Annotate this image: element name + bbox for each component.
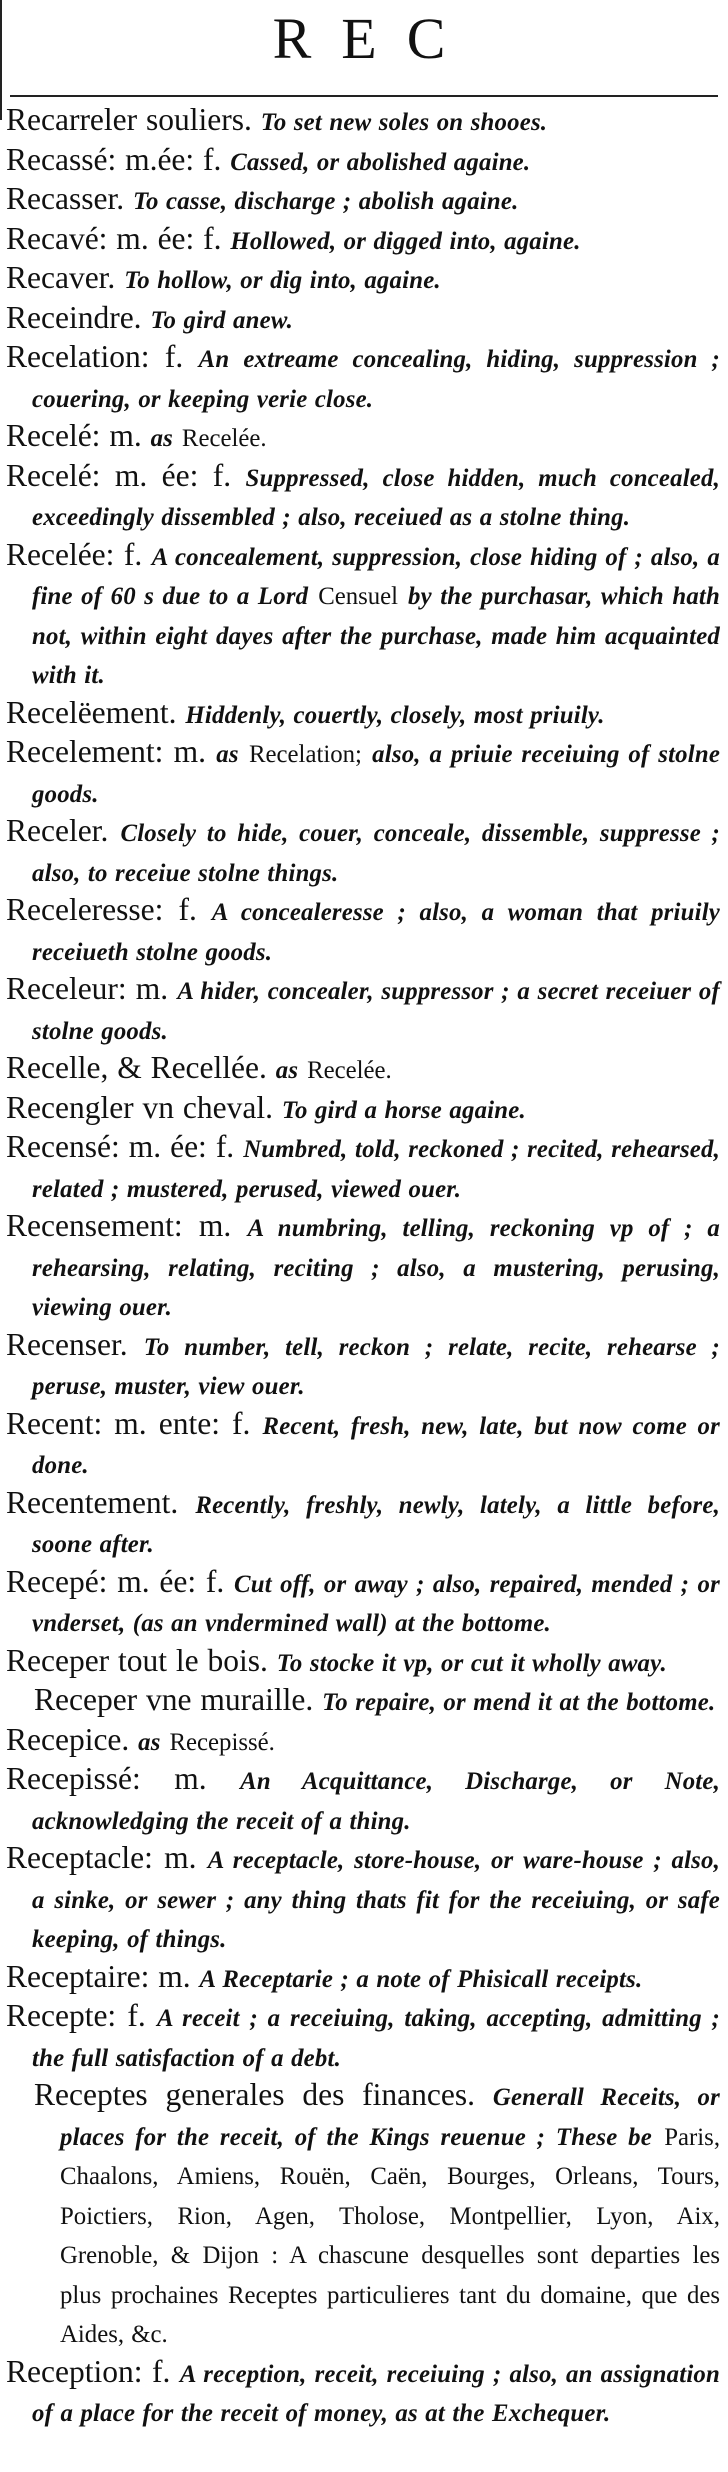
definition: To gird anew.	[150, 306, 294, 334]
definition-continued: by the purchasar, which hath not, within eight dayes after the purchase, made him acquainted with it.	[32, 583, 721, 689]
headword: Recepice.	[6, 1721, 130, 1757]
sub-entry	[6, 2077, 720, 2354]
dictionary-entry	[6, 1050, 720, 1090]
dictionary-entry	[6, 1998, 720, 2077]
headword: Receleresse: f.	[6, 892, 197, 927]
dictionary-entry	[6, 1564, 720, 1643]
definition: Hollowed, or digged into, againe.	[230, 227, 581, 255]
dictionary-entry	[6, 102, 720, 142]
definition: An extreame concealing, hiding, suppression ; couering, or keeping verie close.	[32, 346, 720, 413]
dictionary-entry	[6, 813, 720, 892]
definition: Suppressed, close hidden, much concealed, exceedingly dissembled ; also, receiued as a stolne thing.	[32, 464, 720, 531]
headword: Recengler vn cheval.	[6, 1089, 273, 1125]
definition: To gird a horse againe.	[281, 1096, 526, 1124]
roman-text: Censuel	[318, 583, 399, 610]
roman-text: Recepissé.	[169, 1728, 275, 1756]
dictionary-entry	[6, 260, 720, 300]
headword: Recelé: m. ée: f.	[6, 457, 232, 493]
dictionary-entry	[6, 2354, 720, 2433]
dictionary-entry	[6, 1406, 720, 1485]
headword: Recensement: m.	[6, 1208, 232, 1243]
roman-text: Paris, Chaalons, Amiens, Rouën, Caën, Bourges, Orleans, Tours, Poictiers, Rion, Agen, Tholose, Montpellier, Lyon, Aix, Grenoble, & Dijon : A chascune desquelles sont departies les plus prochaines Receptes particulieres tant du domaine, que des Aides, &c.	[60, 2123, 721, 2348]
dictionary-entry	[6, 1761, 720, 1840]
dictionary-entry	[6, 734, 720, 813]
headword: Recelation: f.	[6, 339, 184, 374]
definition: To stocke it vp, or cut it wholly away.	[276, 1649, 667, 1677]
definition: An Acquittance, Discharge, or Note, acknowledging the receit of a thing.	[32, 1768, 720, 1835]
headword: Recepissé: m.	[6, 1761, 207, 1796]
headword: Recensé: m. ée: f.	[6, 1129, 235, 1164]
headword: Recentement.	[6, 1484, 179, 1520]
definition: To set new soles on shooes.	[260, 109, 548, 136]
headword: Recaver.	[6, 260, 116, 295]
headword: Receper vne muraille.	[34, 1682, 314, 1717]
headword: Recelé: m.	[6, 418, 142, 453]
definition: A reception, receit, receiuing ; also, an assignation of a place for the receit of money, as at the Exchequer.	[32, 2360, 721, 2427]
definition: Cassed, or abolished againe.	[230, 148, 531, 176]
definition: Recent, fresh, new, late, but now come or done.	[32, 1412, 720, 1479]
dictionary-entry	[6, 221, 720, 261]
dictionary-entry	[6, 1485, 720, 1564]
headword: Receleur: m.	[6, 971, 169, 1006]
definition: A numbring, telling, reckoning vp of ; a rehearsing, relating, reciting ; also, a mustering, perusing, viewing ouer.	[32, 1215, 720, 1321]
dictionary-entry	[6, 537, 720, 695]
dictionary-entry	[6, 1129, 720, 1208]
definition: Numbred, told, reckoned ; recited, rehearsed, related ; mustered, perused, viewed ouer.	[32, 1136, 721, 1203]
definition: as	[216, 741, 239, 768]
sub-entry	[6, 1682, 720, 1722]
headword: Recelée: f.	[6, 536, 143, 572]
headword: Recavé: m. ée: f.	[6, 220, 222, 256]
headword: Receper tout le bois.	[6, 1642, 268, 1678]
dictionary-entry	[6, 971, 720, 1050]
headword: Recent: m. ente: f.	[6, 1405, 251, 1441]
dictionary-entry	[6, 892, 720, 971]
headword: Receler.	[6, 813, 109, 848]
headword: Receindre.	[6, 299, 142, 335]
definition: To repaire, or mend it at the bottome.	[322, 1689, 716, 1716]
headword: Recenser.	[6, 1326, 128, 1362]
definition: as	[150, 425, 174, 452]
dictionary-entry	[6, 1643, 720, 1683]
definition: A concealement, suppression, close hiding of ; also, a fine of 60 s due to a Lord	[32, 543, 720, 610]
definition: A Receptarie ; a note of Phisicall receipts.	[199, 1965, 643, 1993]
headword: Recelle, & Recellée.	[6, 1050, 267, 1085]
entry-list	[6, 102, 720, 2433]
dictionary-entry	[6, 1722, 720, 1762]
headword: Recepé: m. ée: f.	[6, 1563, 225, 1599]
definition: Closely to hide, couer, conceale, dissemble, suppresse ; also, to receiue stolne things.	[32, 820, 721, 887]
headword: Recassé: m.ée: f.	[6, 141, 222, 177]
headword: Reception: f.	[6, 2353, 171, 2389]
definition: To hollow, or dig into, againe.	[124, 267, 441, 294]
dictionary-entry	[6, 1327, 720, 1406]
roman-text: Recelée.	[307, 1057, 392, 1084]
definition: Recently, freshly, newly, lately, a little before, soone after.	[32, 1491, 720, 1558]
definition: To number, tell, reckon ; relate, recite, rehearse ; peruse, muster, view ouer.	[32, 1333, 721, 1400]
definition: as	[138, 1728, 161, 1756]
roman-text: Recelée.	[181, 425, 267, 452]
dictionary-entry	[6, 1208, 720, 1327]
dictionary-entry	[6, 418, 720, 458]
headword: Recasser.	[6, 181, 125, 216]
definition: A receit ; a receiuing, taking, accepting, admitting ; the full satisfaction of a debt.	[32, 2005, 720, 2072]
dictionary-entry	[6, 339, 720, 418]
headword: Receptes generales des finances.	[34, 2077, 475, 2112]
dictionary-entry	[6, 181, 720, 221]
definition: To casse, discharge ; abolish againe.	[132, 188, 519, 215]
definition-continued: also, a priuie receiuing of stolne goods.	[32, 741, 721, 808]
roman-text: Recelation;	[249, 741, 362, 768]
definition: as	[275, 1057, 299, 1084]
definition: Generall Receits, or places for the receit, of the Kings reuenue ; These be	[60, 2084, 720, 2151]
headword: Receptacle: m.	[6, 1840, 197, 1875]
headword: Recarreler souliers.	[6, 102, 252, 137]
headword: Recepte: f.	[6, 1998, 146, 2033]
definition: A hider, concealer, suppressor ; a secret receiuer of stolne goods.	[32, 978, 720, 1045]
headword: Recelement: m.	[6, 734, 207, 769]
headword: Recelëement.	[6, 694, 177, 730]
dictionary-entry	[6, 1959, 720, 1999]
definition: Hiddenly, couertly, closely, most priuily.	[185, 701, 605, 729]
dictionary-entry	[6, 695, 720, 735]
dictionary-entry	[6, 1090, 720, 1130]
headword: Receptaire: m.	[6, 1958, 191, 1994]
running-head: REC	[272, 6, 476, 71]
definition: A concealeresse ; also, a woman that priuily receiueth stolne goods.	[32, 899, 720, 966]
definition: Cut off, or away ; also, repaired, mended ; or vnderset, (as an vndermined wall) at the bottome.	[32, 1570, 720, 1637]
dictionary-entry	[6, 1840, 720, 1959]
header-rule	[10, 95, 718, 97]
definition: A receptacle, store-house, or ware-house ; also, a sinke, or sewer ; any thing thats fit for the receiuing, or safe keeping, of things.	[32, 1847, 721, 1953]
dictionary-entry	[6, 300, 720, 340]
dictionary-entry	[6, 142, 720, 182]
dictionary-entry	[6, 458, 720, 537]
